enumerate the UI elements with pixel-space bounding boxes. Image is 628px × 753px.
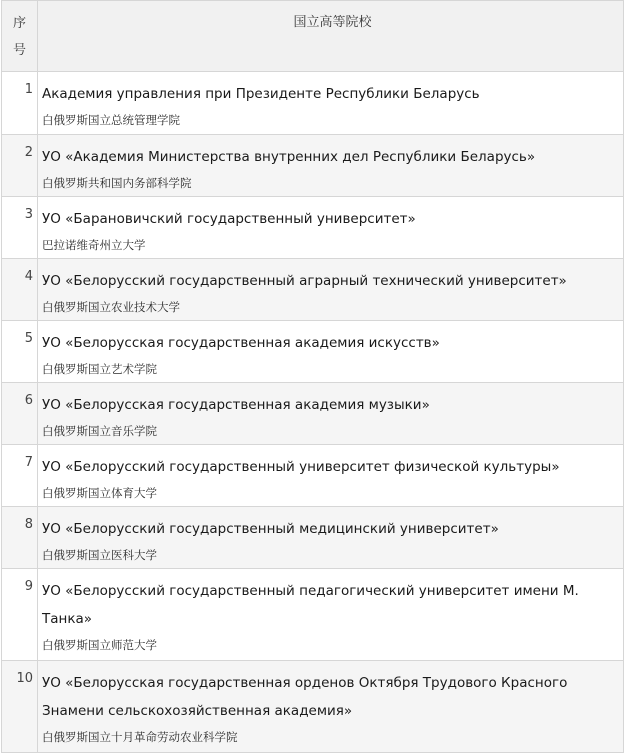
row-name — [38, 661, 623, 752]
table-row — [2, 506, 623, 568]
name-russian: УО «Белорусский государственный педагогический университет имени М. Танка» — [42, 583, 579, 627]
name-chinese: 白俄罗斯国立十月革命劳动农业科学院 — [42, 730, 238, 744]
name-chinese: 白俄罗斯国立总统管理学院 — [42, 113, 180, 127]
row-number: 2 — [2, 135, 38, 196]
row-number: 3 — [2, 197, 38, 258]
name-russian: УО «Белорусская государственная академия музыки» — [42, 397, 430, 413]
name-russian: УО «Белорусская государственная академия искусств» — [42, 335, 440, 351]
header-number-line1: 序 — [12, 16, 26, 31]
row-number: 10 — [2, 661, 38, 752]
table-row — [2, 568, 623, 660]
row-name — [38, 445, 623, 506]
name-russian: УО «Барановичский государственный университет» — [42, 211, 416, 227]
name-chinese: 白俄罗斯国立师范大学 — [42, 638, 157, 652]
row-name — [38, 72, 623, 134]
table-row — [2, 382, 623, 444]
name-russian: УО «Белорусский государственный университет физической культуры» — [42, 459, 560, 475]
row-name — [38, 507, 623, 568]
name-chinese: 白俄罗斯共和国内务部科学院 — [42, 176, 192, 190]
table-row — [2, 196, 623, 258]
header-number-line2: 号 — [12, 43, 26, 58]
row-number: 8 — [2, 507, 38, 568]
table-row — [2, 71, 623, 134]
name-russian: УО «Академия Министерства внутренних дел Республики Беларусь» — [42, 149, 536, 165]
table-header — [2, 1, 623, 71]
name-chinese: 白俄罗斯国立医科大学 — [42, 548, 157, 562]
row-name — [38, 383, 623, 444]
row-name — [38, 135, 623, 196]
row-number: 4 — [2, 259, 38, 320]
row-name — [38, 197, 623, 258]
row-name — [38, 321, 623, 382]
name-chinese: 白俄罗斯国立农业技术大学 — [42, 300, 180, 314]
row-number: 5 — [2, 321, 38, 382]
name-russian: Академия управления при Президенте Республики Беларусь — [42, 86, 480, 102]
row-name — [38, 259, 623, 320]
row-name — [38, 569, 623, 660]
name-chinese: 白俄罗斯国立体育大学 — [42, 486, 157, 500]
table-row — [2, 660, 623, 752]
name-chinese: 白俄罗斯国立艺术学院 — [42, 362, 157, 376]
row-number: 1 — [2, 72, 38, 134]
name-chinese: 巴拉诺维奇州立大学 — [42, 238, 146, 252]
name-chinese: 白俄罗斯国立音乐学院 — [42, 424, 157, 438]
name-russian: УО «Белорусский государственный медицинский университет» — [42, 521, 499, 537]
row-number: 9 — [2, 569, 38, 660]
header-number — [2, 1, 38, 71]
universities-table — [1, 0, 624, 753]
table-row — [2, 134, 623, 196]
name-russian: УО «Белорусский государственный аграрный технический университет» — [42, 273, 567, 289]
row-number: 7 — [2, 445, 38, 506]
row-number: 6 — [2, 383, 38, 444]
table-row — [2, 258, 623, 320]
name-russian: УО «Белорусская государственная орденов Октября Трудового Красного Знамени сельскохозяйственная академия» — [42, 675, 568, 719]
header-name: 国立高等院校 — [293, 15, 372, 30]
table-row — [2, 320, 623, 382]
table-row — [2, 444, 623, 506]
